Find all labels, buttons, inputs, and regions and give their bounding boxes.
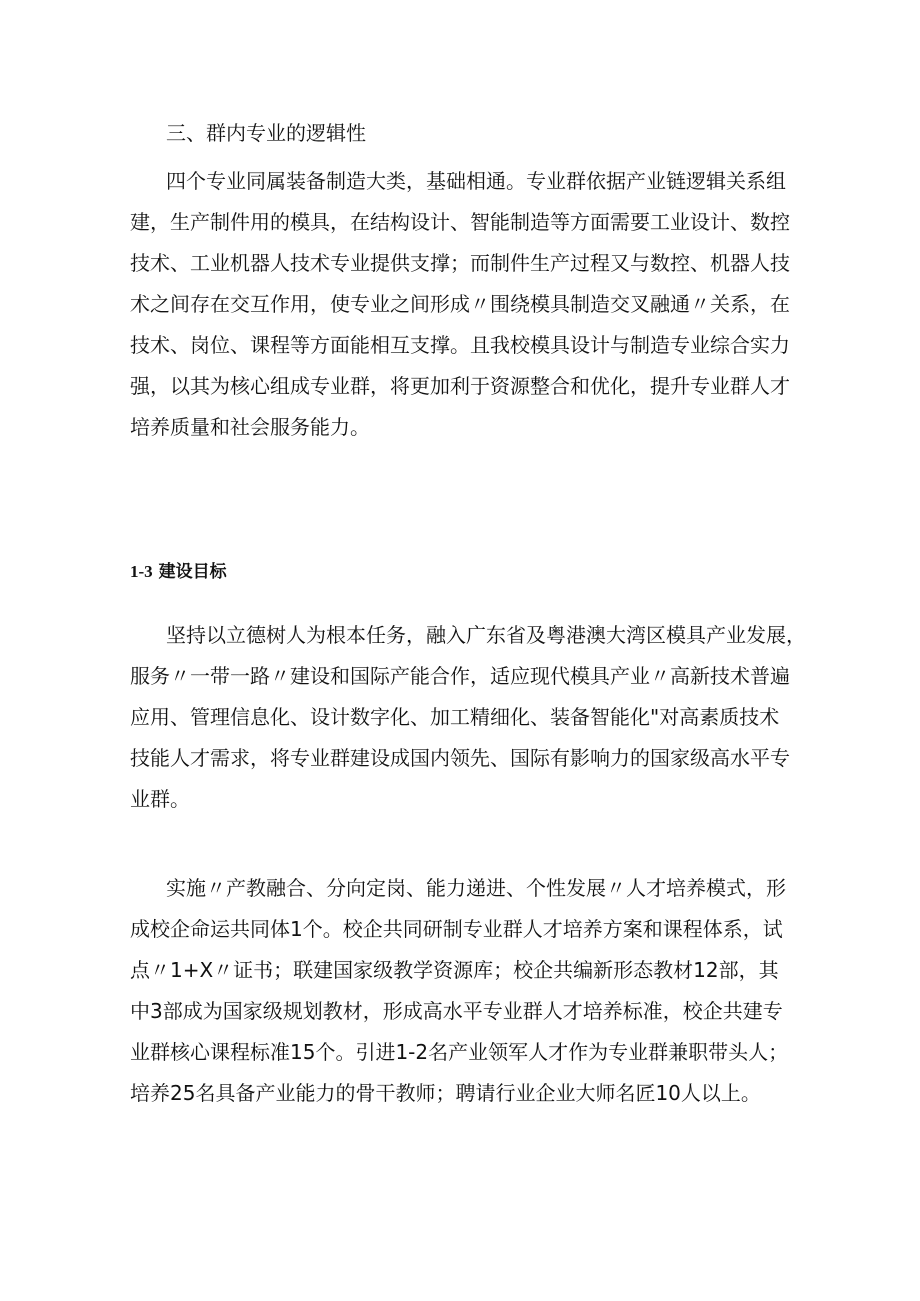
paragraph-line: 成校企命运共同体1个。校企共同研制专业群人才培养方案和课程体系，试 [130,917,783,941]
paragraph-line: 服务〃一带一路〃建设和国际产能合作，适应现代模具产业〃高新技术普遍 [130,664,790,688]
subsection-number: 1-3 [130,562,153,581]
subsection-heading [130,560,227,584]
paragraph-line: 技能人才需求，将专业群建设成国内领先、国际有影响力的国家级高水平专 [130,746,790,770]
paragraph-line: 技术、工业机器人技术专业提供支撑；而制件生产过程又与数控、机器人技 [130,251,790,275]
section-heading: 三、群内专业的逻辑性 [166,121,366,145]
paragraph-line: 坚持以立德树人为根本任务，融入广东省及粤港澳大湾区模具产业发展， [166,623,806,647]
paragraph-line: 培养25名具备产业能力的骨干教师；聘请行业企业大师名匠10人以上。 [130,1081,761,1105]
paragraph-line: 点〃1+X〃证书；联建国家级教学资源库；校企共编新形态教材12部，其 [130,958,779,982]
paragraph-goals [130,615,806,820]
subsection-title: 建设目标 [158,562,227,582]
paragraph-line: 实施〃产教融合、分向定岗、能力递进、个性发展〃人才培养模式，形 [166,876,786,900]
paragraph-line: 强，以其为核心组成专业群，将更加利于资源整合和优化，提升专业群人才 [130,374,790,398]
paragraph-implementation [130,868,795,1114]
paragraph-line: 业群核心课程标准15个。引进1-2名产业领军人才作为专业群兼职带头人； [130,1040,789,1064]
paragraph-logic [130,161,795,448]
paragraph-line: 术之间存在交互作用，使专业之间形成〃围绕模具制造交叉融通〃关系，在 [130,292,790,316]
paragraph-line: 培养质量和社会服务能力。 [130,415,370,439]
paragraph-line: 四个专业同属装备制造大类，基础相通。专业群依据产业链逻辑关系组 [166,169,786,193]
paragraph-line: 应用、管理信息化、设计数字化、加工精细化、装备智能化"对高素质技术 [130,705,780,729]
paragraph-line: 中3部成为国家级规划教材，形成高水平专业群人才培养标准，校企共建专 [130,999,783,1023]
paragraph-line: 建，生产制件用的模具，在结构设计、智能制造等方面需要工业设计、数控 [130,210,790,234]
paragraph-line: 业群。 [130,787,190,811]
paragraph-line: 技术、岗位、课程等方面能相互支撑。且我校模具设计与制造专业综合实力 [130,333,790,357]
